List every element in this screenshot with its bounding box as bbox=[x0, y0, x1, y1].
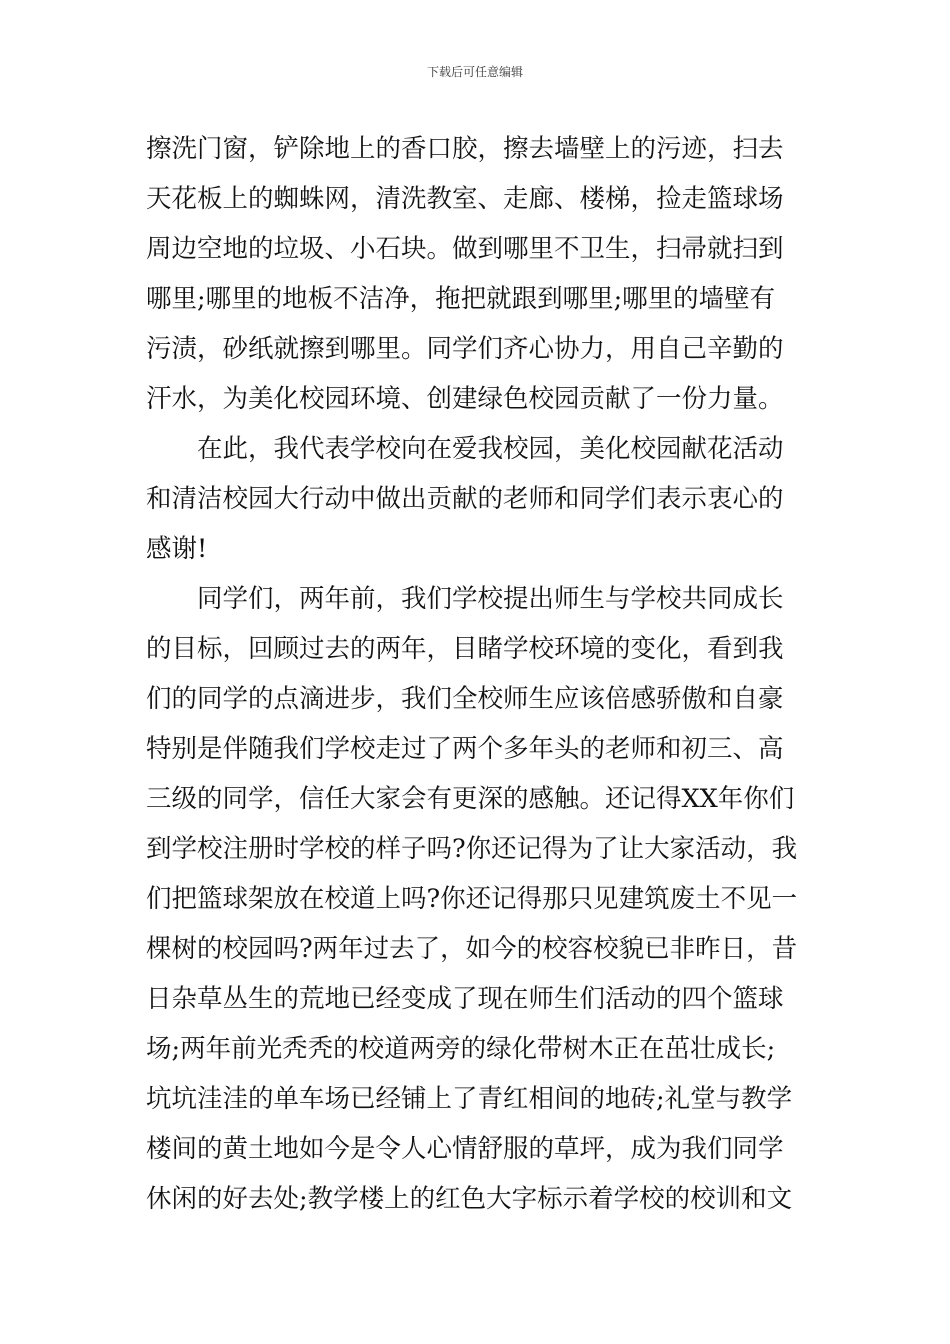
text-line: 同学们，两年前，我们学校提出师生与学校共同成长 bbox=[197, 584, 784, 614]
text-line: 们把篮球架放在校道上吗?你还记得那只见建筑废土不见一 bbox=[146, 884, 798, 914]
body-text bbox=[146, 124, 810, 1224]
text-line: 感谢! bbox=[146, 534, 208, 564]
text-line: 污渍，砂纸就擦到哪里。同学们齐心协力，用自己辛勤的 bbox=[146, 334, 784, 364]
page-header: 下载后可任意编辑 bbox=[426, 65, 523, 79]
text-line: 日杂草丛生的荒地已经变成了现在师生们活动的四个篮球 bbox=[146, 984, 784, 1014]
text-line: 汗水，为美化校园环境、创建绿色校园贡献了一份力量。 bbox=[146, 384, 784, 414]
text-line: 三级的同学，信任大家会有更深的感触。还记得XX年你们 bbox=[146, 784, 795, 814]
text-line: 周边空地的垃圾、小石块。做到哪里不卫生，扫帚就扫到 bbox=[146, 234, 784, 264]
text-line: 特别是伴随我们学校走过了两个多年头的老师和初三、高 bbox=[146, 734, 784, 764]
text-line: 天花板上的蜘蛛网，清洗教室、走廊、楼梯，捡走篮球场 bbox=[146, 184, 784, 214]
text-line: 在此，我代表学校向在爱我校园，美化校园献花活动 bbox=[197, 434, 784, 464]
text-line: 擦洗门窗，铲除地上的香口胶，擦去墙壁上的污迹，扫去 bbox=[146, 134, 784, 164]
text-line: 坑坑洼洼的单车场已经铺上了青红相间的地砖;礼堂与教学 bbox=[146, 1084, 793, 1114]
text-line: 场;两年前光秃秃的校道两旁的绿化带树木正在茁壮成长; bbox=[146, 1034, 776, 1064]
text-line: 哪里;哪里的地板不洁净，拖把就跟到哪里;哪里的墙壁有 bbox=[146, 284, 776, 314]
text-line: 楼间的黄土地如今是令人心情舒服的草坪，成为我们同学 bbox=[146, 1134, 784, 1164]
text-line: 的目标，回顾过去的两年，目睹学校环境的变化，看到我 bbox=[146, 634, 784, 664]
text-line: 棵树的校园吗?两年过去了，如今的校容校貌已非昨日，昔 bbox=[146, 934, 798, 964]
text-line: 休闲的好去处;教学楼上的红色大字标示着学校的校训和文 bbox=[146, 1184, 793, 1214]
text-line: 到学校注册时学校的样子吗?你还记得为了让大家活动，我 bbox=[146, 834, 798, 864]
text-line: 们的同学的点滴进步，我们全校师生应该倍感骄傲和自豪 bbox=[146, 684, 784, 714]
text-line: 和清洁校园大行动中做出贡献的老师和同学们表示衷心的 bbox=[146, 484, 784, 514]
